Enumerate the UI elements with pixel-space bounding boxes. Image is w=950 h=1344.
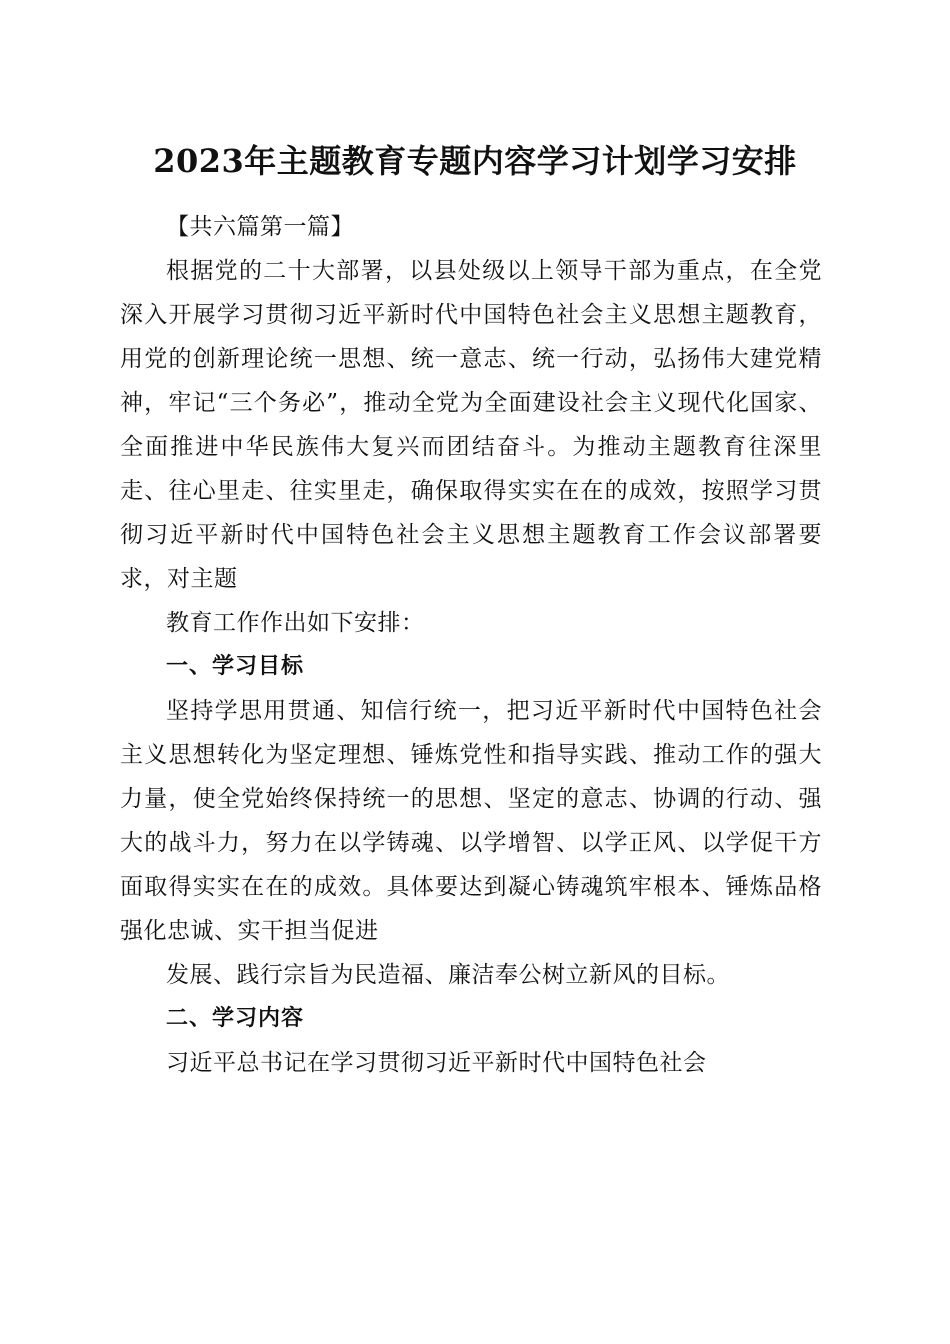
- intro-paragraph: 根据党的二十大部署，以县处级以上领导干部为重点，在全党深入开展学习贯彻习近平新时代中国特色社会主义思想主题教育，用党的创新理论统一思想、统一意志、统一行动，弘扬伟大建党精神，牢记“三个务必”，推动全党为全面建设社会主义现代化国家、全面推进中华民族伟大复兴而团结奋斗。为推动主题教育往深里走、往心里走、往实里走，确保取得实实在在的成效，按照学习贯彻习近平新时代中国特色社会主义思想主题教育工作会议部署要求，对主题: [120, 258, 822, 592]
- goals-paragraph: 坚持学思用贯通、知信行统一，把习近平新时代中国特色社会主义思想转化为坚定理想、锤炼党性和指导实践、推动工作的强大力量，使全党始终保持统一的思想、坚定的意志、协调的行动、强大的战斗力，努力在以学铸魂、以学增智、以学正风、以学促干方面取得实实在在的成效。具体要达到凝心铸魂筑牢根本、锤炼品格强化忠诚、实干担当促进: [120, 698, 822, 944]
- content-paragraph: 习近平总书记在学习贯彻习近平新时代中国特色社会: [166, 1050, 707, 1076]
- document-body: [120, 205, 822, 1085]
- document-title: 2023年主题教育专题内容学习计划学习安排: [153, 142, 797, 180]
- part-label: 【共六篇第一篇】: [166, 214, 354, 240]
- intro-continuation: 教育工作作出如下安排：: [166, 610, 425, 636]
- goals-continuation: 发展、践行宗旨为民造福、廉洁奉公树立新风的目标。: [166, 962, 730, 988]
- section-heading-content: 二、学习内容: [166, 1006, 305, 1031]
- section-heading-goals: 一、学习目标: [166, 654, 305, 679]
